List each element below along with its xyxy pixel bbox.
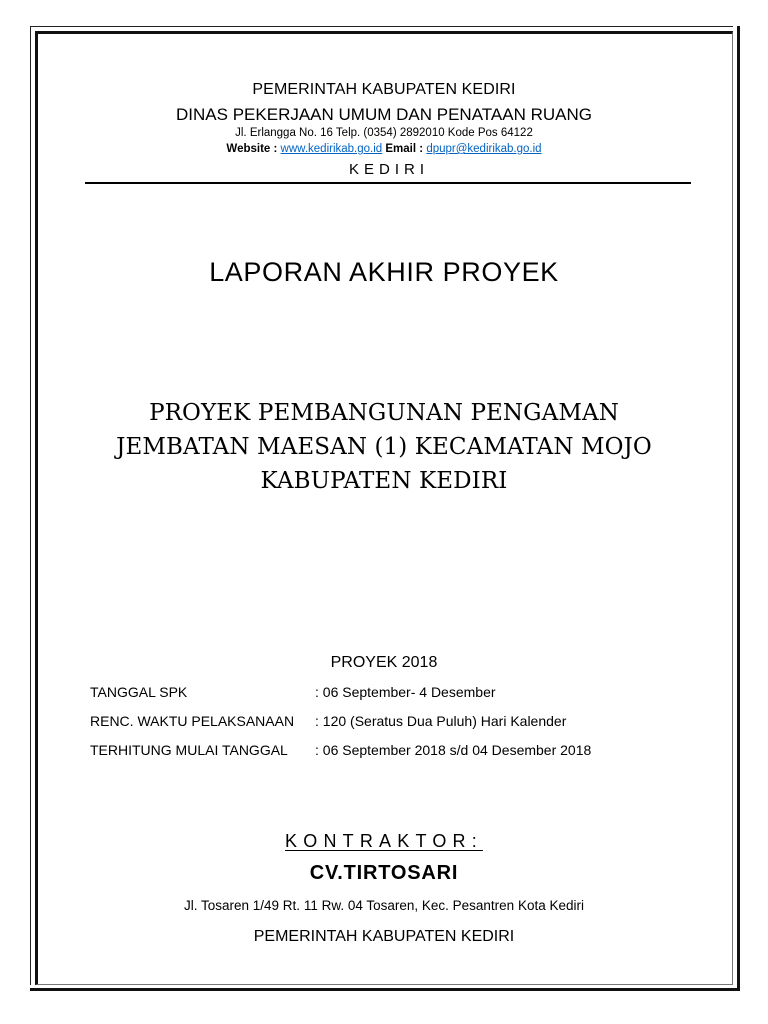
letterhead-city: KEDIRI: [348, 161, 429, 178]
contractor-heading-text: KONTRAKTOR:: [285, 831, 483, 851]
letterhead-contacts: [0, 143, 768, 155]
contractor-heading: [0, 831, 768, 852]
project-title-line: PROYEK PEMBANGUNAN PENGAMAN: [149, 400, 619, 426]
letterhead-government: PEMERINTAH KABUPATEN KEDIRI: [252, 81, 516, 98]
detail-value: : 06 September- 4 Desember: [315, 684, 496, 700]
letterhead-divider: [85, 182, 691, 184]
project-year: PROYEK 2018: [330, 654, 438, 671]
project-details: [90, 684, 591, 771]
detail-row-duration: [90, 713, 591, 742]
project-title-line: KABUPATEN KEDIRI: [260, 468, 508, 494]
website-link[interactable]: www.kedirikab.go.id: [280, 143, 383, 155]
letterhead-department: DINAS PEKERJAAN UMUM DAN PENATAAN RUANG: [176, 105, 592, 124]
detail-value: : 120 (Seratus Dua Puluh) Hari Kalender: [315, 713, 567, 729]
footer-government: PEMERINTAH KABUPATEN KEDIRI: [253, 928, 515, 945]
detail-label: TANGGAL SPK: [90, 684, 188, 700]
project-title: [0, 396, 768, 498]
website-label: Website :: [226, 143, 278, 155]
detail-row-period: [90, 742, 591, 771]
email-label: Email :: [385, 143, 424, 155]
letterhead-address: Jl. Erlangga No. 16 Telp. (0354) 2892010 Kode Pos 64122: [235, 127, 533, 139]
report-title: LAPORAN AKHIR PROYEK: [209, 257, 559, 287]
detail-row-spk-date: [90, 684, 591, 713]
detail-label: TERHITUNG MULAI TANGGAL: [90, 742, 288, 758]
contractor-address: Jl. Tosaren 1/49 Rt. 11 Rw. 04 Tosaren, Kec. Pesantren Kota Kediri: [184, 898, 584, 913]
detail-label: RENC. WAKTU PELAKSANAAN: [90, 713, 295, 729]
project-title-line: JEMBATAN MAESAN (1) KECAMATAN MOJO: [116, 434, 652, 460]
email-link[interactable]: dpupr@kedirikab.go.id: [426, 143, 542, 155]
detail-value: : 06 September 2018 s/d 04 Desember 2018: [315, 742, 592, 758]
contractor-name: CV.TIRTOSARI: [309, 862, 459, 884]
